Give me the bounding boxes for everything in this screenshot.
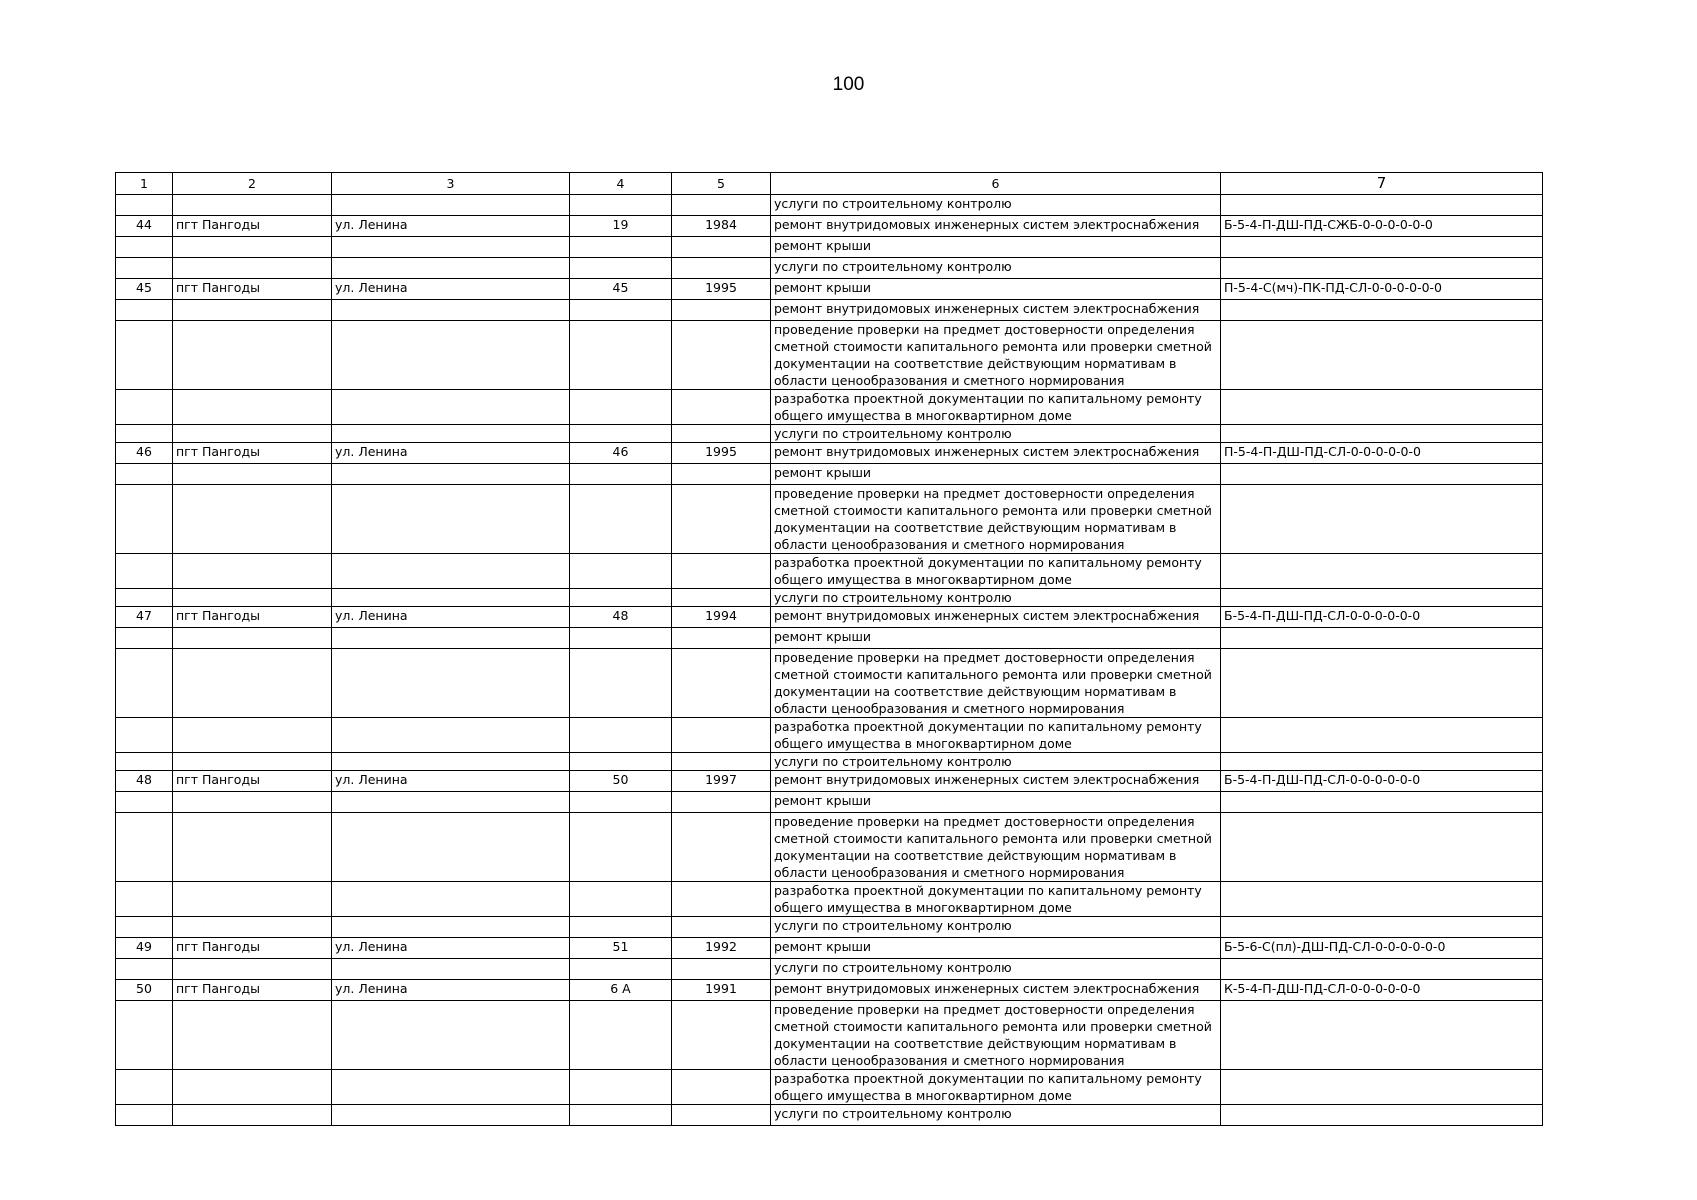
- cell-work-type: проведение проверки на предмет достоверности определения сметной стоимости капитального ремонта или проверки сметной документации на соответствие действующим нормативам в области ценообразования и сметного нормирования: [771, 1001, 1221, 1070]
- cell-row-number: [116, 1105, 173, 1126]
- cell-row-number: [116, 718, 173, 753]
- cell-row-number: [116, 237, 173, 258]
- cell-year: 1994: [672, 607, 771, 628]
- cell-settlement: [173, 425, 332, 443]
- cell-house-number: [570, 1070, 672, 1105]
- cell-row-number: [116, 753, 173, 771]
- cell-work-type: ремонт внутридомовых инженерных систем электроснабжения: [771, 771, 1221, 792]
- cell-row-number: 44: [116, 216, 173, 237]
- cell-work-type: проведение проверки на предмет достоверности определения сметной стоимости капитального ремонта или проверки сметной документации на соответствие действующим нормативам в области ценообразования и сметного нормирования: [771, 813, 1221, 882]
- cell-street: ул. Ленина: [332, 443, 570, 464]
- cell-building-code: [1221, 195, 1543, 216]
- cell-work-type: ремонт внутридомовых инженерных систем электроснабжения: [771, 443, 1221, 464]
- cell-building-code: П-5-4-П-ДШ-ПД-СЛ-0-0-0-0-0-0: [1221, 443, 1543, 464]
- cell-work-type: ремонт крыши: [771, 279, 1221, 300]
- cell-work-type: ремонт крыши: [771, 628, 1221, 649]
- cell-settlement: [173, 554, 332, 589]
- cell-building-code: П-5-4-С(мч)-ПК-ПД-СЛ-0-0-0-0-0-0: [1221, 279, 1543, 300]
- cell-settlement: [173, 258, 332, 279]
- cell-settlement: [173, 464, 332, 485]
- cell-settlement: [173, 300, 332, 321]
- column-header-6: 6: [771, 173, 1221, 195]
- column-header-5: 5: [672, 173, 771, 195]
- cell-year: [672, 554, 771, 589]
- cell-settlement: [173, 753, 332, 771]
- cell-street: [332, 237, 570, 258]
- cell-year: [672, 425, 771, 443]
- cell-settlement: [173, 1070, 332, 1105]
- cell-year: [672, 917, 771, 938]
- cell-street: ул. Ленина: [332, 980, 570, 1001]
- table-row: [116, 321, 1543, 390]
- cell-street: [332, 1105, 570, 1126]
- table-row: [116, 554, 1543, 589]
- table-row: [116, 980, 1543, 1001]
- table-row: [116, 1001, 1543, 1070]
- cell-settlement: [173, 917, 332, 938]
- cell-building-code: Б-5-4-П-ДШ-ПД-СЛ-0-0-0-0-0-0: [1221, 607, 1543, 628]
- cell-work-type: услуги по строительному контролю: [771, 195, 1221, 216]
- cell-year: [672, 464, 771, 485]
- cell-street: [332, 425, 570, 443]
- cell-house-number: [570, 425, 672, 443]
- cell-settlement: [173, 718, 332, 753]
- cell-building-code: [1221, 959, 1543, 980]
- table-row: [116, 1105, 1543, 1126]
- cell-settlement: [173, 628, 332, 649]
- cell-year: 1984: [672, 216, 771, 237]
- cell-street: [332, 718, 570, 753]
- cell-building-code: [1221, 464, 1543, 485]
- column-header-4: 4: [570, 173, 672, 195]
- cell-street: [332, 554, 570, 589]
- cell-year: [672, 649, 771, 718]
- cell-house-number: [570, 485, 672, 554]
- cell-street: [332, 300, 570, 321]
- cell-building-code: [1221, 813, 1543, 882]
- cell-street: [332, 1070, 570, 1105]
- cell-house-number: [570, 237, 672, 258]
- cell-house-number: [570, 321, 672, 390]
- cell-work-type: ремонт внутридомовых инженерных систем электроснабжения: [771, 216, 1221, 237]
- table-row: [116, 485, 1543, 554]
- table-row: [116, 792, 1543, 813]
- cell-street: [332, 792, 570, 813]
- cell-year: [672, 882, 771, 917]
- cell-street: [332, 258, 570, 279]
- cell-street: [332, 649, 570, 718]
- cell-work-type: ремонт внутридомовых инженерных систем электроснабжения: [771, 607, 1221, 628]
- cell-building-code: [1221, 882, 1543, 917]
- cell-work-type: услуги по строительному контролю: [771, 959, 1221, 980]
- cell-work-type: ремонт крыши: [771, 792, 1221, 813]
- cell-row-number: [116, 464, 173, 485]
- cell-settlement: [173, 882, 332, 917]
- cell-work-type: разработка проектной документации по капитальному ремонту общего имущества в многоквартирном доме: [771, 882, 1221, 917]
- cell-settlement: пгт Пангоды: [173, 216, 332, 237]
- cell-row-number: 45: [116, 279, 173, 300]
- cell-settlement: [173, 485, 332, 554]
- cell-row-number: [116, 321, 173, 390]
- table-row: [116, 628, 1543, 649]
- column-header-2: 2: [173, 173, 332, 195]
- cell-row-number: [116, 792, 173, 813]
- cell-settlement: [173, 1105, 332, 1126]
- table-row: [116, 917, 1543, 938]
- cell-work-type: услуги по строительному контролю: [771, 589, 1221, 607]
- cell-street: [332, 464, 570, 485]
- cell-row-number: 47: [116, 607, 173, 628]
- cell-year: [672, 485, 771, 554]
- cell-street: [332, 195, 570, 216]
- cell-row-number: [116, 589, 173, 607]
- cell-building-code: [1221, 321, 1543, 390]
- cell-settlement: пгт Пангоды: [173, 443, 332, 464]
- cell-work-type: разработка проектной документации по капитальному ремонту общего имущества в многоквартирном доме: [771, 718, 1221, 753]
- cell-house-number: 50: [570, 771, 672, 792]
- cell-year: [672, 237, 771, 258]
- cell-building-code: [1221, 718, 1543, 753]
- cell-street: [332, 390, 570, 425]
- cell-building-code: [1221, 258, 1543, 279]
- cell-year: 1995: [672, 279, 771, 300]
- cell-building-code: [1221, 554, 1543, 589]
- cell-year: [672, 959, 771, 980]
- cell-building-code: Б-5-6-С(пл)-ДШ-ПД-СЛ-0-0-0-0-0-0: [1221, 938, 1543, 959]
- table-row: [116, 649, 1543, 718]
- cell-row-number: [116, 258, 173, 279]
- cell-building-code: [1221, 649, 1543, 718]
- table-row: [116, 237, 1543, 258]
- cell-year: [672, 813, 771, 882]
- cell-settlement: [173, 390, 332, 425]
- cell-work-type: ремонт крыши: [771, 464, 1221, 485]
- cell-building-code: [1221, 917, 1543, 938]
- cell-settlement: [173, 813, 332, 882]
- cell-building-code: [1221, 753, 1543, 771]
- cell-year: 1995: [672, 443, 771, 464]
- cell-work-type: разработка проектной документации по капитальному ремонту общего имущества в многоквартирном доме: [771, 1070, 1221, 1105]
- cell-street: [332, 1001, 570, 1070]
- cell-row-number: [116, 813, 173, 882]
- cell-year: [672, 195, 771, 216]
- cell-settlement: пгт Пангоды: [173, 771, 332, 792]
- cell-house-number: [570, 464, 672, 485]
- cell-building-code: [1221, 425, 1543, 443]
- cell-street: ул. Ленина: [332, 216, 570, 237]
- table-row: [116, 753, 1543, 771]
- table-row: [116, 1070, 1543, 1105]
- cell-settlement: [173, 959, 332, 980]
- table-row: [116, 443, 1543, 464]
- cell-row-number: 50: [116, 980, 173, 1001]
- table-row: [116, 216, 1543, 237]
- cell-settlement: [173, 321, 332, 390]
- cell-settlement: пгт Пангоды: [173, 607, 332, 628]
- cell-work-type: разработка проектной документации по капитальному ремонту общего имущества в многоквартирном доме: [771, 390, 1221, 425]
- cell-row-number: [116, 628, 173, 649]
- cell-street: [332, 959, 570, 980]
- table-row: [116, 882, 1543, 917]
- cell-street: [332, 628, 570, 649]
- cell-work-type: разработка проектной документации по капитальному ремонту общего имущества в многоквартирном доме: [771, 554, 1221, 589]
- cell-work-type: услуги по строительному контролю: [771, 425, 1221, 443]
- cell-work-type: проведение проверки на предмет достоверности определения сметной стоимости капитального ремонта или проверки сметной документации на соответствие действующим нормативам в области ценообразования и сметного нормирования: [771, 485, 1221, 554]
- cell-building-code: [1221, 237, 1543, 258]
- cell-settlement: пгт Пангоды: [173, 980, 332, 1001]
- cell-row-number: [116, 554, 173, 589]
- cell-settlement: [173, 792, 332, 813]
- cell-row-number: 49: [116, 938, 173, 959]
- cell-settlement: [173, 649, 332, 718]
- cell-house-number: 46: [570, 443, 672, 464]
- cell-street: ул. Ленина: [332, 938, 570, 959]
- cell-work-type: ремонт внутридомовых инженерных систем электроснабжения: [771, 300, 1221, 321]
- cell-house-number: [570, 882, 672, 917]
- table-body: [116, 195, 1543, 1126]
- cell-house-number: 19: [570, 216, 672, 237]
- cell-settlement: [173, 1001, 332, 1070]
- cell-year: 1992: [672, 938, 771, 959]
- cell-row-number: [116, 649, 173, 718]
- cell-row-number: [116, 390, 173, 425]
- cell-street: [332, 485, 570, 554]
- cell-street: [332, 753, 570, 771]
- cell-settlement: пгт Пангоды: [173, 279, 332, 300]
- cell-house-number: [570, 959, 672, 980]
- cell-street: [332, 589, 570, 607]
- table-row: [116, 813, 1543, 882]
- table-row: [116, 771, 1543, 792]
- cell-work-type: ремонт внутридомовых инженерных систем электроснабжения: [771, 980, 1221, 1001]
- cell-row-number: 48: [116, 771, 173, 792]
- table-row: [116, 464, 1543, 485]
- cell-house-number: [570, 718, 672, 753]
- table-row: [116, 390, 1543, 425]
- table-row: [116, 959, 1543, 980]
- cell-row-number: [116, 917, 173, 938]
- cell-house-number: [570, 649, 672, 718]
- cell-building-code: К-5-4-П-ДШ-ПД-СЛ-0-0-0-0-0-0: [1221, 980, 1543, 1001]
- cell-street: [332, 882, 570, 917]
- cell-settlement: [173, 195, 332, 216]
- cell-work-type: услуги по строительному контролю: [771, 753, 1221, 771]
- cell-house-number: 45: [570, 279, 672, 300]
- cell-building-code: [1221, 485, 1543, 554]
- cell-house-number: [570, 813, 672, 882]
- cell-building-code: [1221, 1001, 1543, 1070]
- table-row: [116, 718, 1543, 753]
- cell-building-code: [1221, 1105, 1543, 1126]
- cell-work-type: услуги по строительному контролю: [771, 258, 1221, 279]
- cell-house-number: [570, 390, 672, 425]
- cell-street: [332, 813, 570, 882]
- cell-work-type: услуги по строительному контролю: [771, 1105, 1221, 1126]
- cell-year: [672, 390, 771, 425]
- cell-street: [332, 321, 570, 390]
- page-number: 100: [832, 74, 865, 95]
- cell-building-code: Б-5-4-П-ДШ-ПД-СЛ-0-0-0-0-0-0: [1221, 771, 1543, 792]
- cell-year: [672, 589, 771, 607]
- cell-row-number: [116, 882, 173, 917]
- column-header-3: 3: [332, 173, 570, 195]
- cell-house-number: [570, 628, 672, 649]
- cell-row-number: [116, 485, 173, 554]
- cell-house-number: 51: [570, 938, 672, 959]
- cell-year: [672, 321, 771, 390]
- cell-settlement: [173, 589, 332, 607]
- cell-row-number: [116, 425, 173, 443]
- table-row: [116, 195, 1543, 216]
- cell-house-number: [570, 300, 672, 321]
- cell-building-code: [1221, 589, 1543, 607]
- cell-work-type: проведение проверки на предмет достоверности определения сметной стоимости капитального ремонта или проверки сметной документации на соответствие действующим нормативам в области ценообразования и сметного нормирования: [771, 649, 1221, 718]
- cell-street: ул. Ленина: [332, 279, 570, 300]
- table-row: [116, 300, 1543, 321]
- cell-year: 1997: [672, 771, 771, 792]
- cell-year: [672, 258, 771, 279]
- cell-row-number: [116, 959, 173, 980]
- cell-row-number: 46: [116, 443, 173, 464]
- cell-house-number: [570, 753, 672, 771]
- cell-work-type: ремонт крыши: [771, 938, 1221, 959]
- cell-settlement: [173, 237, 332, 258]
- cell-building-code: [1221, 1070, 1543, 1105]
- table-row: [116, 258, 1543, 279]
- cell-year: [672, 1001, 771, 1070]
- cell-row-number: [116, 1070, 173, 1105]
- cell-street: [332, 917, 570, 938]
- cell-building-code: [1221, 390, 1543, 425]
- cell-work-type: ремонт крыши: [771, 237, 1221, 258]
- cell-street: ул. Ленина: [332, 771, 570, 792]
- cell-work-type: проведение проверки на предмет достоверности определения сметной стоимости капитального ремонта или проверки сметной документации на соответствие действующим нормативам в области ценообразования и сметного нормирования: [771, 321, 1221, 390]
- cell-row-number: [116, 195, 173, 216]
- cell-building-code: Б-5-4-П-ДШ-ПД-СЖБ-0-0-0-0-0-0: [1221, 216, 1543, 237]
- table-row: [116, 607, 1543, 628]
- cell-year: [672, 300, 771, 321]
- cell-house-number: 48: [570, 607, 672, 628]
- cell-settlement: пгт Пангоды: [173, 938, 332, 959]
- cell-house-number: [570, 195, 672, 216]
- cell-building-code: [1221, 792, 1543, 813]
- cell-house-number: [570, 589, 672, 607]
- cell-house-number: [570, 1001, 672, 1070]
- cell-house-number: [570, 792, 672, 813]
- cell-year: [672, 718, 771, 753]
- cell-building-code: [1221, 300, 1543, 321]
- column-header-1: 1: [116, 173, 173, 195]
- repair-program-table: [115, 172, 1543, 1126]
- cell-street: ул. Ленина: [332, 607, 570, 628]
- cell-house-number: [570, 917, 672, 938]
- cell-year: [672, 628, 771, 649]
- cell-building-code: [1221, 628, 1543, 649]
- cell-house-number: [570, 1105, 672, 1126]
- column-number-row: [116, 173, 1543, 195]
- cell-year: [672, 753, 771, 771]
- cell-house-number: [570, 554, 672, 589]
- cell-row-number: [116, 1001, 173, 1070]
- cell-year: [672, 1105, 771, 1126]
- cell-work-type: услуги по строительному контролю: [771, 917, 1221, 938]
- cell-year: [672, 1070, 771, 1105]
- cell-year: [672, 792, 771, 813]
- column-header-7: 7: [1221, 173, 1543, 195]
- table-row: [116, 589, 1543, 607]
- table-row: [116, 425, 1543, 443]
- cell-year: 1991: [672, 980, 771, 1001]
- table-row: [116, 279, 1543, 300]
- cell-house-number: 6 А: [570, 980, 672, 1001]
- cell-row-number: [116, 300, 173, 321]
- table-row: [116, 938, 1543, 959]
- cell-house-number: [570, 258, 672, 279]
